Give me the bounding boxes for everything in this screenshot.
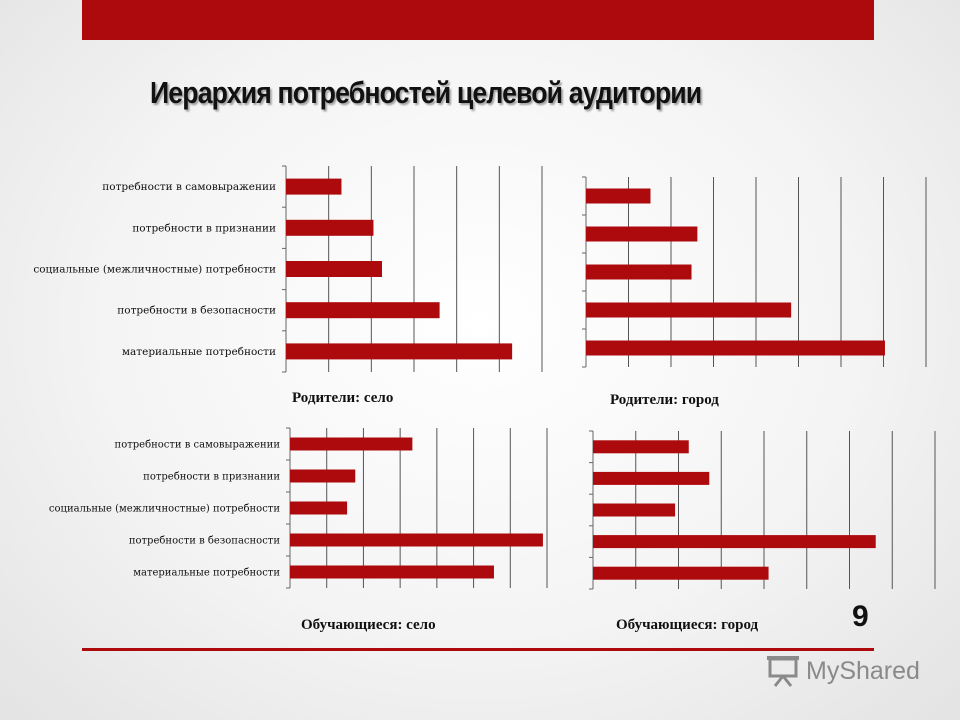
- chart-4-caption: Обучающиеся: город: [616, 617, 759, 633]
- chart-3-bar: [290, 534, 543, 547]
- chart-1-bar: [286, 302, 440, 318]
- page-number: 9: [852, 600, 869, 633]
- bottom-divider: [82, 648, 874, 651]
- chart-2-bar: [586, 341, 885, 356]
- chart-1-bar: [286, 261, 382, 277]
- chart-1-category-label: потребности в самовыражении: [102, 181, 276, 194]
- chart-2-caption: Родители: город: [610, 392, 719, 408]
- chart-1-bar: [286, 220, 373, 236]
- chart-2-bar: [586, 189, 650, 204]
- chart-1-bar: [286, 179, 341, 195]
- chart-1-category-label: материальные потребности: [121, 345, 276, 358]
- chart-4-bar: [593, 440, 689, 453]
- chart-3-bar: [290, 502, 347, 515]
- chart-1-bar: [286, 343, 512, 359]
- chart-1-category-label: потребности в безопасности: [117, 304, 276, 317]
- chart-3-bar: [290, 566, 494, 579]
- chart-3-category-label: материальные потребности: [133, 567, 280, 579]
- chart-1-category-label: потребности в признании: [132, 222, 276, 235]
- chart-1-category-label: социальные (межличностные) потребности: [33, 263, 276, 276]
- chart-2-bar: [586, 303, 791, 318]
- chart-4-bar: [593, 472, 709, 485]
- logo-text: MyShared: [806, 656, 920, 685]
- chart-3-category-label: потребности в самовыражении: [114, 439, 280, 451]
- chart-3-caption: Обучающиеся: село: [301, 617, 436, 633]
- presentation-screen-icon: [766, 655, 800, 687]
- chart-4-bar: [593, 567, 769, 580]
- chart-4-bar: [593, 535, 876, 548]
- chart-1-caption: Родители: село: [292, 390, 394, 406]
- chart-3-category-label: социальные (межличностные) потребности: [48, 503, 280, 515]
- myshared-logo: [766, 655, 920, 687]
- chart-3-category-label: потребности в признании: [143, 471, 280, 483]
- chart-2-bar: [586, 227, 697, 242]
- chart-4-bar: [593, 504, 675, 517]
- chart-3-bar: [290, 438, 412, 451]
- slide-title: Иерархия потребностей целевой аудитории: [150, 75, 702, 110]
- chart-3-category-label: потребности в безопасности: [128, 535, 280, 547]
- chart-3-bar: [290, 470, 355, 483]
- chart-2-bar: [586, 265, 692, 280]
